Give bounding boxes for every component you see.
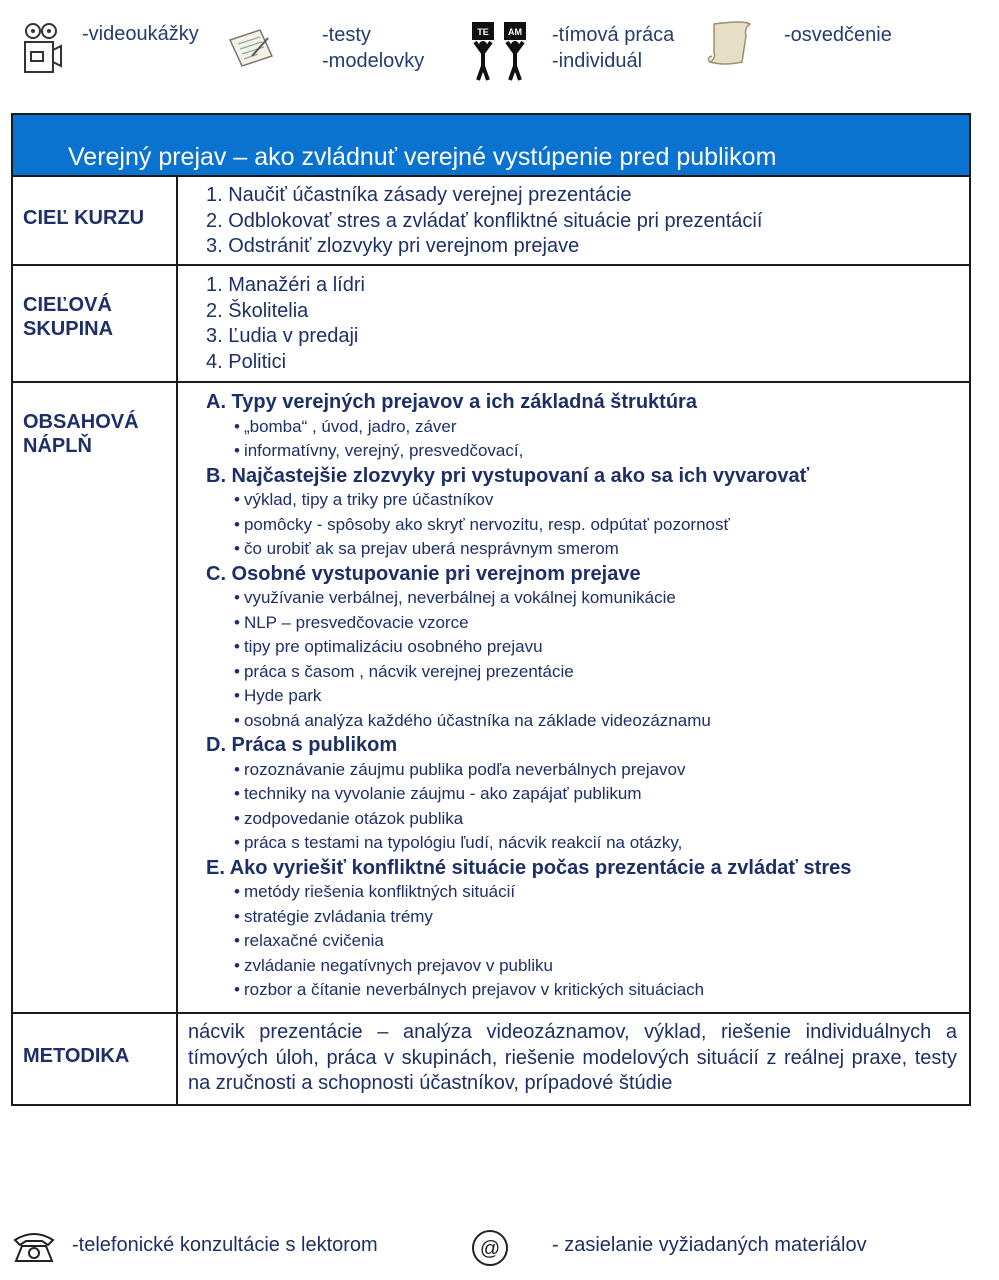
list-item: • metódy riešenia konfliktných situácií — [234, 880, 969, 905]
section-title: C. Osobné vystupovanie pri verejnom prejave — [206, 562, 641, 585]
legend-video: -videoukážky — [82, 23, 199, 45]
email-at-icon — [470, 1228, 510, 1273]
list-item: • tipy pre optimalizáciu osobného prejavu — [234, 635, 969, 660]
course-table — [11, 113, 971, 1106]
list-item: • relaxačné cvičenia — [234, 929, 969, 954]
scroll-certificate-icon — [704, 18, 754, 73]
section-title: E. Ako vyriešiť konfliktné situácie počas prezentácie a zvládať stres — [206, 856, 852, 879]
list-item: • „bomba“ , úvod, jadro, záver — [234, 415, 969, 440]
legend-tests: -testy — [322, 24, 371, 46]
row-goal — [13, 177, 969, 266]
target-list — [206, 273, 969, 375]
team-sign-left: TE — [477, 27, 489, 37]
list-item: • informatívny, verejný, presvedčovací, — [234, 439, 969, 464]
content-sections — [178, 383, 969, 1012]
list-item: 3. Ľudia v predaji — [206, 325, 359, 347]
list-item: • výklad, tipy a triky pre účastníkov — [234, 488, 969, 513]
list-item: • využívanie verbálnej, neverbálnej a vokálnej komunikácie — [234, 586, 969, 611]
legend-certificate: -osvedčenie — [784, 24, 892, 46]
section-bullets — [206, 586, 969, 733]
list-item: • rozoznávanie záujmu publika podľa neverbálnych prejavov — [234, 758, 969, 783]
section-bullets — [206, 488, 969, 562]
row-target-label: CIEĽOVÁ SKUPINA — [13, 266, 178, 381]
test-sheet-icon — [226, 26, 276, 73]
list-item: • osobná analýza každého účastníka na základe videozáznamu — [234, 709, 969, 734]
list-item: 2. Školitelia — [206, 299, 309, 322]
list-item: 1. Naučiť účastníka zásady verejnej prezentácie — [206, 184, 632, 206]
footer-email: - zasielanie vyžiadaných materiálov — [552, 1234, 867, 1256]
section-title: A. Typy verejných prejavov a ich základná štruktúra — [206, 391, 697, 413]
row-goal-label: CIEĽ KURZU — [13, 177, 178, 264]
list-item: • práca s testami na typológiu ľudí, nácvik reakcií na otázky, — [234, 831, 969, 856]
goal-list — [206, 183, 969, 260]
legend-team: -tímová práca — [552, 24, 675, 46]
row-target-group — [13, 266, 969, 383]
row-methodology — [13, 1014, 969, 1104]
row-content-label: OBSAHOVÁ NÁPLŇ — [13, 383, 178, 1012]
list-item: • stratégie zvládania trémy — [234, 905, 969, 930]
footer-phone: -telefonické konzultácie s lektorom — [72, 1234, 378, 1256]
list-item: • pomôcky - spôsoby ako skryť nervozitu, resp. odpútať pozornosť — [234, 513, 969, 538]
course-title-main: Verejný prejav — [68, 143, 227, 171]
list-item: • rozbor a čítanie neverbálnych prejavov v kritických situáciach — [234, 978, 969, 1003]
list-item: 1. Manažéri a lídri — [206, 274, 365, 296]
list-item: • zodpovedanie otázok publika — [234, 807, 969, 832]
list-item: • práca s časom , nácvik verejnej prezentácie — [234, 660, 969, 685]
list-item: 2. Odblokovať stres a zvládať konfliktné situácie pri prezentácií — [206, 209, 763, 232]
video-camera-icon — [20, 22, 64, 81]
list-item: • techniky na vyvolanie záujmu - ako zapájať publikum — [234, 782, 969, 807]
list-item: • zvládanie negatívnych prejavov v publiku — [234, 954, 969, 979]
list-item: • Hyde park — [234, 684, 969, 709]
section-title: B. Najčastejšie zlozvyky pri vystupovaní a ako sa ich vyvarovať — [206, 464, 810, 487]
svg-text:@: @ — [479, 1238, 501, 1260]
section-title: D. Práca s publikom — [206, 734, 398, 756]
team-sign-right: AM — [508, 27, 522, 37]
row-methodology-label: METODIKA — [13, 1014, 178, 1104]
list-item: 3. Odstrániť zlozvyky pri verejnom prejave — [206, 235, 580, 257]
legend-individual: -individuál — [552, 50, 643, 72]
list-item: • čo urobiť ak sa prejav uberá nesprávnym smerom — [234, 537, 969, 562]
list-item: 4. Politici — [206, 350, 287, 373]
course-title — [68, 143, 776, 172]
row-content — [13, 383, 969, 1014]
legend-models: -modelovky — [322, 50, 425, 72]
methodology-text: nácvik prezentácie – analýza videozáznamov, výklad, riešenie individuálnych a tímových úloh, práca v skupinách, riešenie modelových situácií z reálnej praxe, testy na zručnosti a schopnosti účastníkov, prípadové štúdie — [188, 1021, 957, 1094]
team-figures-icon — [470, 20, 530, 87]
table-header — [13, 115, 969, 177]
section-bullets — [206, 758, 969, 856]
list-item: • NLP – presvedčovacie vzorce — [234, 611, 969, 636]
course-title-rest: – ako zvládnuť verejné vystúpenie pred publikom — [226, 143, 777, 171]
section-bullets — [206, 415, 969, 464]
telephone-icon — [12, 1230, 56, 1269]
section-bullets — [206, 880, 969, 1003]
